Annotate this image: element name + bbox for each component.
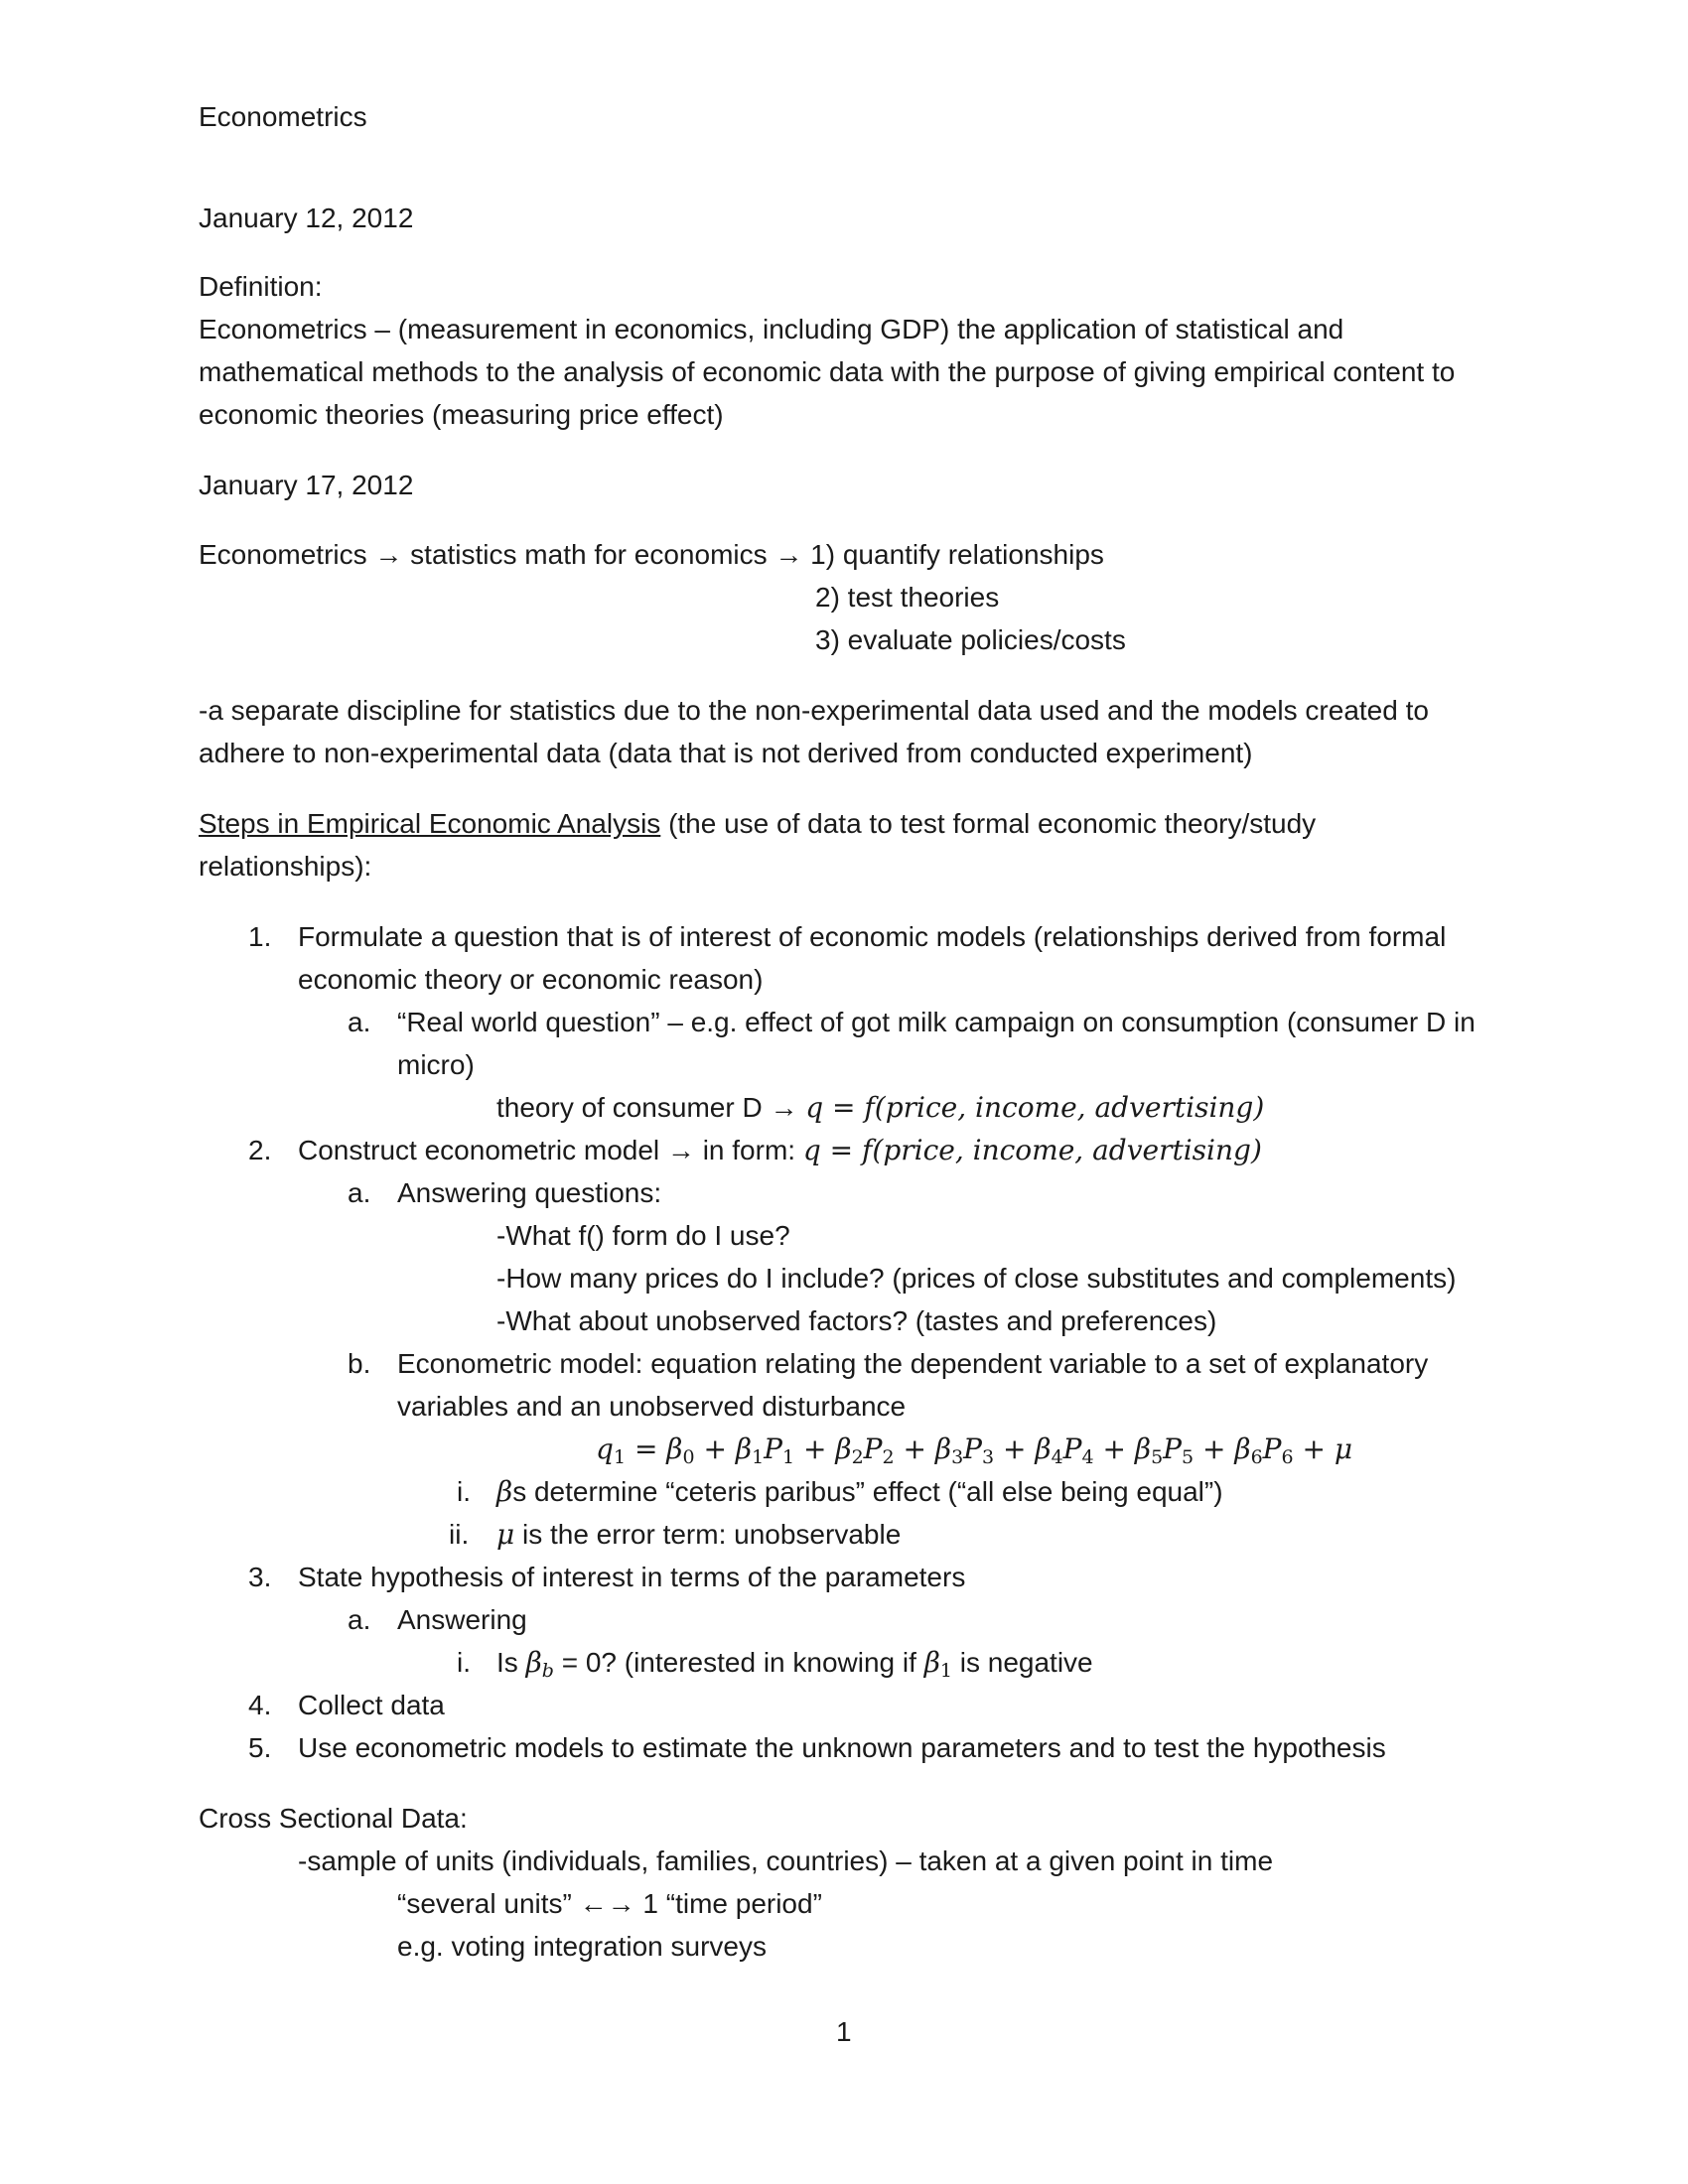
page-number: 1	[836, 2016, 852, 2047]
hypothesis-prefix: Is	[496, 1647, 526, 1678]
list-number: 1.	[248, 921, 272, 952]
sublist-text: micro)	[397, 1049, 475, 1080]
list-number: 4.	[248, 1690, 272, 1720]
sublist-text: Answering questions:	[397, 1177, 662, 1208]
date-heading: January 17, 2012	[199, 470, 414, 500]
sublist-text: “Real world question” – e.g. effect of got milk campaign on consumption (consumer D in	[397, 1007, 1476, 1037]
list-item-text: economic theory or economic reason)	[298, 964, 764, 995]
definition-label: Definition:	[199, 271, 323, 302]
paragraph-line: adhere to non-experimental data (data that is not derived from conducted experiment)	[199, 738, 1253, 768]
theory-label: theory of consumer D →	[496, 1092, 806, 1123]
question-line: -What about unobserved factors? (tastes and preferences)	[496, 1305, 1217, 1336]
list-item-text: Collect data	[298, 1690, 445, 1720]
sublist-text: variables and an unobserved disturbance	[397, 1391, 907, 1422]
roman-numeral: i.	[457, 1647, 471, 1678]
roman-item-text	[496, 1475, 1223, 1509]
list-item-text: State hypothesis of interest in terms of the parameters	[298, 1562, 966, 1592]
hypothesis-middle: = 0? (interested in knowing if	[553, 1647, 924, 1678]
steps-heading-note: (the use of data to test formal economic theory/study	[660, 808, 1317, 839]
definition-line: mathematical methods to the analysis of economic data with the purpose of giving empirical content to	[199, 356, 1456, 387]
cross-sectional-line: -sample of units (individuals, families, countries) – taken at a given point in time	[298, 1845, 1274, 1876]
purpose-item: 3) evaluate policies/costs	[815, 624, 1126, 655]
definition-line: Econometrics – (measurement in economics, including GDP) the application of statistical and	[199, 314, 1344, 344]
mu-symbol: μ	[496, 1518, 515, 1551]
document-title: Econometrics	[199, 101, 367, 132]
list-item-text: Formulate a question that is of interest of economic models (relationships derived from formal	[298, 921, 1447, 952]
list-number: 3.	[248, 1562, 272, 1592]
roman-item-text	[496, 1518, 901, 1552]
roman-item-text	[496, 1646, 1093, 1680]
cross-sectional-line: “several units” ←→ 1 “time period”	[397, 1888, 822, 1919]
demand-function: q = f(price, income, advertising)	[802, 1134, 1262, 1166]
list-number: 2.	[248, 1135, 272, 1165]
question-line: -How many prices do I include? (prices of close substitutes and complements)	[496, 1263, 1457, 1294]
beta-b-symbol: $\beta_b$	[525, 1646, 554, 1682]
beta-symbol: β	[496, 1475, 513, 1508]
definition-line: economic theories (measuring price effect)	[199, 399, 724, 430]
sublist-letter: a.	[348, 1007, 371, 1037]
date-heading: January 12, 2012	[199, 203, 414, 233]
purpose-item: 2) test theories	[815, 582, 1000, 613]
list-item-text	[298, 1134, 1262, 1167]
demand-function: q = f(price, income, advertising)	[805, 1091, 1265, 1124]
sublist-letter: a.	[348, 1604, 371, 1635]
steps-heading	[199, 807, 1316, 841]
regression-equation: $q_1 = \beta_0 + \beta_1P_1 + \beta_2P_2 + \beta_3P_3 + \beta_4P_4 + \beta_5P_5 + \beta_6P_6 + \mu$	[596, 1433, 1353, 1468]
sublist-text: Econometric model: equation relating the dependent variable to a set of explanatory	[397, 1348, 1429, 1379]
roman-numeral: ii.	[449, 1519, 470, 1550]
question-line: -What f() form do I use?	[496, 1220, 790, 1251]
purpose-lead: Econometrics → statistics math for economics → 1) quantify relationships	[199, 539, 1104, 570]
list-number: 5.	[248, 1732, 272, 1763]
model-form-label: Construct econometric model → in form:	[298, 1135, 803, 1165]
beta-description: s determine “ceteris paribus” effect (“all else being equal”)	[512, 1476, 1223, 1507]
hypothesis-suffix: is negative	[951, 1647, 1093, 1678]
sublist-letter: a.	[348, 1177, 371, 1208]
sublist-text: Answering	[397, 1604, 527, 1635]
beta-1-symbol: $\beta_1$	[923, 1646, 952, 1682]
list-item-text: Use econometric models to estimate the unknown parameters and to test the hypothesis	[298, 1732, 1386, 1763]
paragraph-line: -a separate discipline for statistics due to the non-experimental data used and the models created to	[199, 695, 1429, 726]
steps-heading-title: Steps in Empirical Economic Analysis	[199, 808, 661, 839]
cross-sectional-line: e.g. voting integration surveys	[397, 1931, 767, 1962]
sublist-letter: b.	[348, 1348, 371, 1379]
roman-numeral: i.	[457, 1476, 471, 1507]
cross-sectional-heading: Cross Sectional Data:	[199, 1803, 468, 1834]
mu-description: is the error term: unobservable	[514, 1519, 902, 1550]
steps-heading-line2: relationships):	[199, 851, 372, 882]
theory-line	[496, 1091, 1264, 1125]
